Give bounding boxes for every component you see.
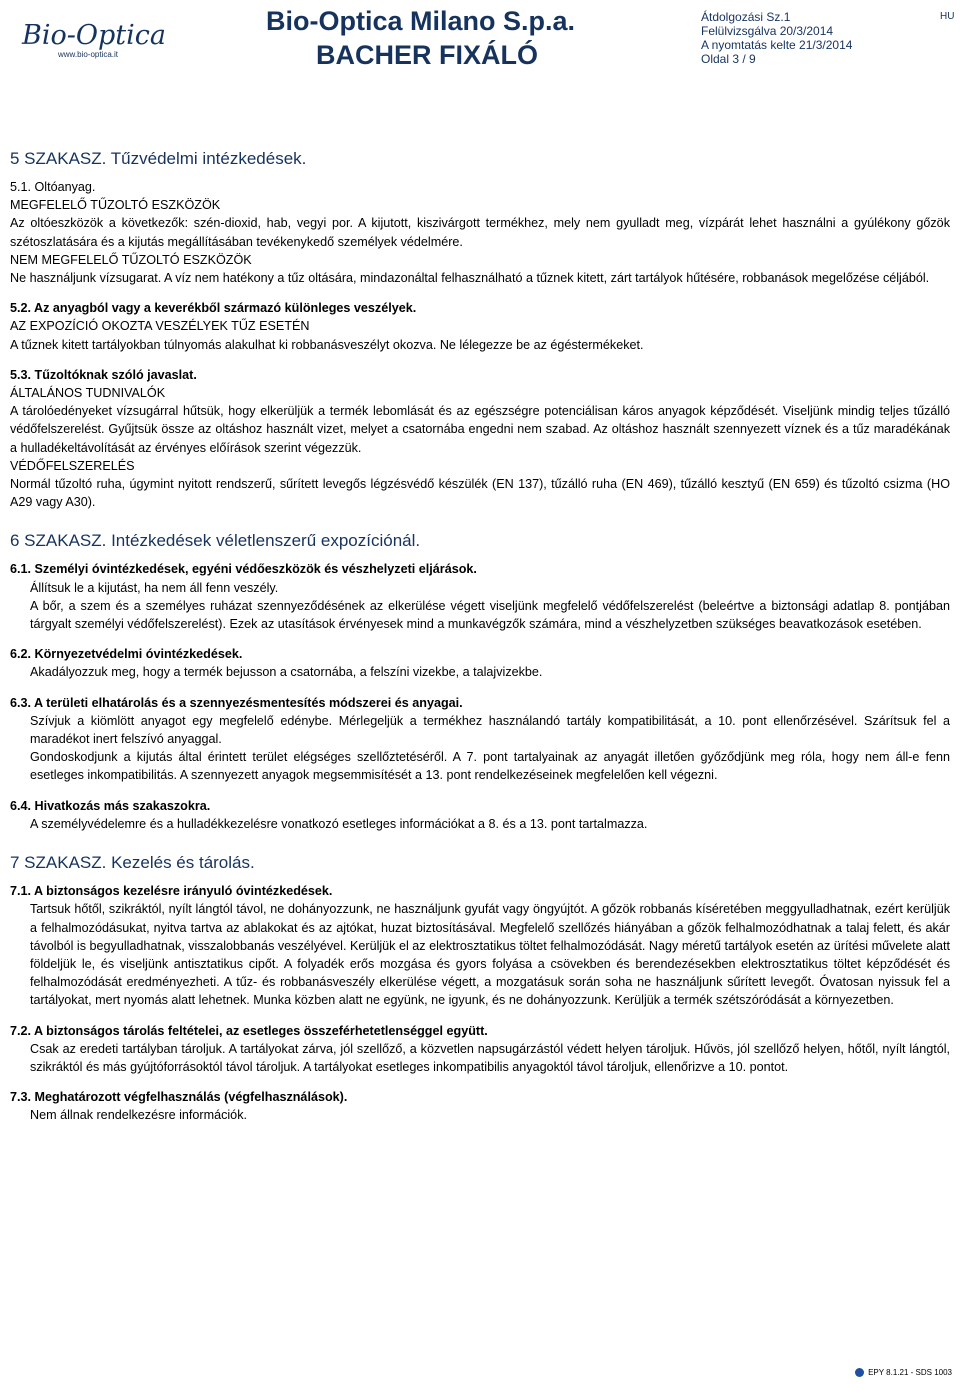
product-name: BACHER FIXÁLÓ xyxy=(316,40,538,70)
section-7-title: 7 SZAKASZ. Kezelés és tárolás. xyxy=(10,853,255,873)
subsection-title: 7.2. A biztonságos tárolás feltételei, az esetleges összeférhetetlenséggel együtt. xyxy=(10,1023,488,1038)
paragraph: A tárolóedényeket vízsugárral hűtsük, hogy elkerüljük a termék lebomlását és az egészségre potenciálisan káros anyagok képződését. Viseljünk mindig teljes tűzálló védőfelszerelést. Gyűjtsük össze az oltáshoz használt vizet, melyet a csatornába engedni nem szabad. Az oltáshoz használt szennyezett víznek és a tűz maradékának a hulladékeltávolítását az érvényes előírások szerint végezzük. xyxy=(10,404,950,455)
paragraph: Akadályozzuk meg, hogy a termék bejusson a csatornába, a felszíni vizekbe, a talajvizekbe. xyxy=(30,665,543,680)
subsection-title: 6.3. A területi elhatárolás és a szennyezésmentesítés módszerei és anyagai. xyxy=(10,695,463,710)
subsection-6-1 xyxy=(10,560,950,633)
subsection-5-1 xyxy=(10,178,950,287)
footer-code: EPY 8.1.21 - SDS 1003 xyxy=(868,1368,952,1377)
revision-info xyxy=(701,10,852,66)
subsection-title: 6.4. Hivatkozás más szakaszokra. xyxy=(10,798,211,813)
language-code: HU xyxy=(940,11,955,22)
subsection-title: 5.1. Oltóanyag. xyxy=(10,180,96,194)
company-logo xyxy=(22,20,192,62)
paragraph: Csak az eredeti tartályban tároljuk. A tartályokat zárva, jól szellőző, a közvetlen napsugárzástól védett helyen tároljuk. Hűvös, jól szellőző helyen, hőtől, nyílt lángtól, szikráktól és más gyújtóforrásoktól távol tároljuk. A tartályokat esetleges inkompatibilis anyagoktól távol tároljuk, ellenőrizve a 10. pontot. xyxy=(30,1041,950,1074)
logo-text: Bio-Optica xyxy=(22,20,166,51)
subsection-5-3 xyxy=(10,366,950,512)
subsection-7-1 xyxy=(10,882,950,1009)
subsection-7-3 xyxy=(10,1088,950,1124)
paragraph: Szívjuk a kiömlött anyagot egy megfelelő edénybe. Mérlegeljük a termékhez használandó tartály kompatibilitását, a 10. pont ellenőrzésével. Szárítsuk fel a maradékot inert felszívó anyaggal. xyxy=(30,713,950,747)
paragraph: A tűznek kitett tartályokban túlnyomás alakulhat ki robbanásveszélyt okozva. Ne lélegezze be az égéstermékeket. xyxy=(10,337,644,352)
label: NEM MEGFELELŐ TŰZOLTÓ ESZKÖZÖK xyxy=(10,252,252,267)
section-5-title: 5 SZAKASZ. Tűzvédelmi intézkedések. xyxy=(10,149,307,168)
subsection-7-2 xyxy=(10,1022,950,1077)
paragraph: Nem állnak rendelkezésre információk. xyxy=(30,1108,247,1123)
subsection-6-3 xyxy=(10,694,950,785)
review-date: Felülvizsgálva 20/3/2014 xyxy=(701,24,834,38)
subsection-6-2 xyxy=(10,645,950,681)
paragraph: Normál tűzoltó ruha, úgymint nyitott rendszerű, sűrített levegős légzésvédő készülék (EN 137), tűzálló ruha (EN 469), tűzálló kesztyű (EN 659) és tűzoltó csizma (HO A29 vagy A30). xyxy=(10,477,950,510)
label: ÁLTALÁNOS TUDNIVALÓK xyxy=(10,386,166,401)
subsection-5-2 xyxy=(10,299,950,354)
subsection-title: 7.3. Meghatározott végfelhasználás (végfelhasználások). xyxy=(10,1090,348,1105)
logo-url: www.bio-optica.it xyxy=(58,50,119,59)
subsection-title: 6.1. Személyi óvintézkedések, egyéni védőeszközök és vészhelyzeti eljárások. xyxy=(10,562,477,577)
subsection-title: 6.2. Környezetvédelmi óvintézkedések. xyxy=(10,647,243,662)
paragraph: A személyvédelemre és a hulladékkezelésre vonatkozó esetleges információkat a 8. és a 13. pont tartalmazza. xyxy=(30,816,648,831)
paragraph: Állítsuk le a kijutást, ha nem áll fenn veszély. xyxy=(30,580,279,595)
subsection-title: 5.3. Tűzoltóknak szóló javaslat. xyxy=(10,367,197,382)
company-name: Bio-Optica Milano S.p.a. xyxy=(266,6,576,36)
document-footer xyxy=(855,1368,952,1377)
paragraph: Az oltóeszközök a következők: szén-dioxid, hab, vegyi por. A kijutott, kiszivárgott termékhez, mely nem gyulladt meg, vízpárát lehet használni a gyúlékony gőzök szétoszlatására és a kijutás megállításában tevékenykedő személyek védelmére. xyxy=(10,216,950,249)
subsection-6-4 xyxy=(10,797,950,833)
print-date: A nyomtatás kelte 21/3/2014 xyxy=(701,38,853,52)
page-number: Oldal 3 / 9 xyxy=(701,52,756,66)
subsection-title: 7.1. A biztonságos kezelésre irányuló óvintézkedések. xyxy=(10,884,333,899)
paragraph: Ne használjunk vízsugarat. A víz nem hatékony a tűz oltására, mindazonáltal felhasználható a tűznek kitett, zárt tartályok hűtésére, robbanások megelőzése céljából. xyxy=(10,271,930,286)
subsection-title: 5.2. Az anyagból vagy a keverékből származó különleges veszélyek. xyxy=(10,301,417,316)
label: MEGFELELŐ TŰZOLTÓ ESZKÖZÖK xyxy=(10,198,221,213)
document-body xyxy=(10,148,950,1137)
label: VÉDŐFELSZERELÉS xyxy=(10,458,135,473)
paragraph: A bőr, a szem és a személyes ruházat szennyeződésének az elkerülése végett viseljünk megfelelő védőfelszerelést (beleértve a biztonsági adatlap 8. pontjában tárgyalt személyi védőfelszerelést). Ezek az utasítások érvényesek mind a munkavégzők számára, mind a vészhelyzetben szükséges beavatkozások esetében. xyxy=(30,598,950,632)
epy-logo-icon xyxy=(855,1368,864,1377)
revision-number: Átdolgozási Sz.1 xyxy=(701,10,791,24)
section-6-title: 6 SZAKASZ. Intézkedések véletlenszerű expozíciónál. xyxy=(10,531,421,551)
paragraph: Gondoskodjunk a kijutás által érintett terület elégséges szellőztetéséről. A 7. pont tartalyainak az anyagát illetően győződjünk meg róla, hogy nem áll-e fenn esetleges inkompatibilitás. A szennyezett anyagok megsemmisítését a 13. pont rendelkezéseinek megfelelően kell végezni. xyxy=(30,750,950,783)
label: AZ EXPOZÍCIÓ OKOZTA VESZÉLYEK TŰZ ESETÉN xyxy=(10,319,310,334)
paragraph: Tartsuk hőtől, szikráktól, nyílt lángtól távol, ne dohányozzunk, ne használjunk gyufát vagy öngyújtót. A gőzök robbanás kíséretében meggyulladhatnak, ezért kerüljük a felhalmozódásukat, nyitva tartva az ablakokat és az ajtókat, huzat biztosításával. Megfelelő szellőzés hiányában a gőzök felhalmozódhatnak a talaj felett, és akár távolból is begyulladhatnak, visszalobbanás veszélyével. Kerüljük el az elektrosztatikus töltet felhalmozódását. Nagy méretű tartályok esetén az ürítési művelete alatt földeljük le, és viseljünk antisztatikus cipőt. A folyadék erős mozgása és gyors folyása a csövekben és berendezésekben elektrosztatikus töltet képződését és felhalmozódását eredményezheti. A tűz- és robbanásveszély elkerülése végett, a mozgatásuk során soha ne használjunk sűrített levegőt. Óvatosan nyissuk fel a tartályokat, mert nyomás alatt lehetnek. Munka közben alatt ne együnk, ne igyunk, és ne dohányozzunk. Kerüljük a termék szétszóródását a környezetben. xyxy=(30,902,950,1008)
document-header xyxy=(4,2,956,74)
